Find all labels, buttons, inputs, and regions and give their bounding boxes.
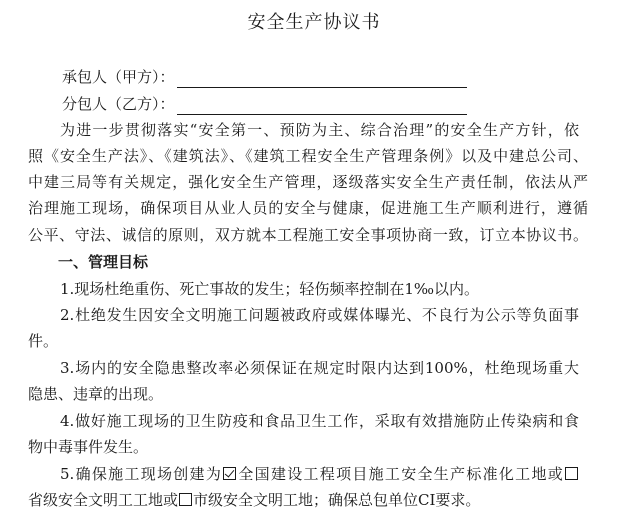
item-1: 1.现场杜绝重伤、死亡事故的发生；轻伤频率控制在1‰以内。 xyxy=(60,280,479,298)
item-5-line xyxy=(60,462,579,486)
subcontractor-blank xyxy=(177,98,467,115)
intro-line: 为进一步贯彻落实“安全第一、预防为主、综合治理”的安全生产方针，依 xyxy=(60,121,579,139)
item-5-option1: 全国建设工程项目施工安全生产标准化工地或 xyxy=(237,465,565,483)
intro-line: 治理施工现场，确保项目从业人员的安全与健康，促进施工生产顺利进行，遵循 xyxy=(28,199,588,217)
item-5-prefix: 5.确保施工现场创建为 xyxy=(60,465,223,483)
item-3-line: 3.场内的安全隐患整改率必须保证在规定时限内达到100%，杜绝现场重大 xyxy=(60,359,579,377)
item-5-option3: 市级安全文明工地；确保总包单位CI要求。 xyxy=(193,491,481,509)
contractor-label: 承包人（甲方）： xyxy=(62,68,175,86)
item-5-line xyxy=(28,488,588,512)
item-4-line: 4.做好施工现场的卫生防疫和食品卫生工作，采取有效措施防止传染病和食 xyxy=(60,412,579,430)
item-4-line: 物中毒事件发生。 xyxy=(28,438,149,456)
document-title: 安全生产协议书 xyxy=(247,12,381,33)
contractor-line xyxy=(62,66,467,88)
item-3-line: 隐患、违章的出现。 xyxy=(28,385,164,403)
intro-line: 公平、守法、诚信的原则，双方就本工程施工安全事项协商一致，订立本协议书。 xyxy=(28,226,588,244)
item-2-line: 件。 xyxy=(28,332,59,350)
intro-line: 中建三局等有关规定，强化安全生产管理，逐级落实安全生产责任制，依法从严 xyxy=(28,173,588,191)
item-5-option2: 省级安全文明工工地或 xyxy=(28,491,179,509)
contractor-blank xyxy=(177,71,467,88)
intro-line: 照《安全生产法》、《建筑法》、《建筑工程安全生产管理条例》以及中建总公司、 xyxy=(28,147,588,165)
item-2-line: 2.杜绝发生因安全文明施工问题被政府或媒体曝光、不良行为公示等负面事 xyxy=(60,306,579,324)
section-heading: 一、管理目标 xyxy=(58,253,149,271)
provincial-site-checkbox[interactable] xyxy=(565,467,578,480)
municipal-site-checkbox[interactable] xyxy=(179,493,192,506)
subcontractor-label: 分包人（乙方）： xyxy=(62,95,175,113)
national-site-checkbox[interactable] xyxy=(223,467,236,480)
subcontractor-line xyxy=(62,93,467,115)
